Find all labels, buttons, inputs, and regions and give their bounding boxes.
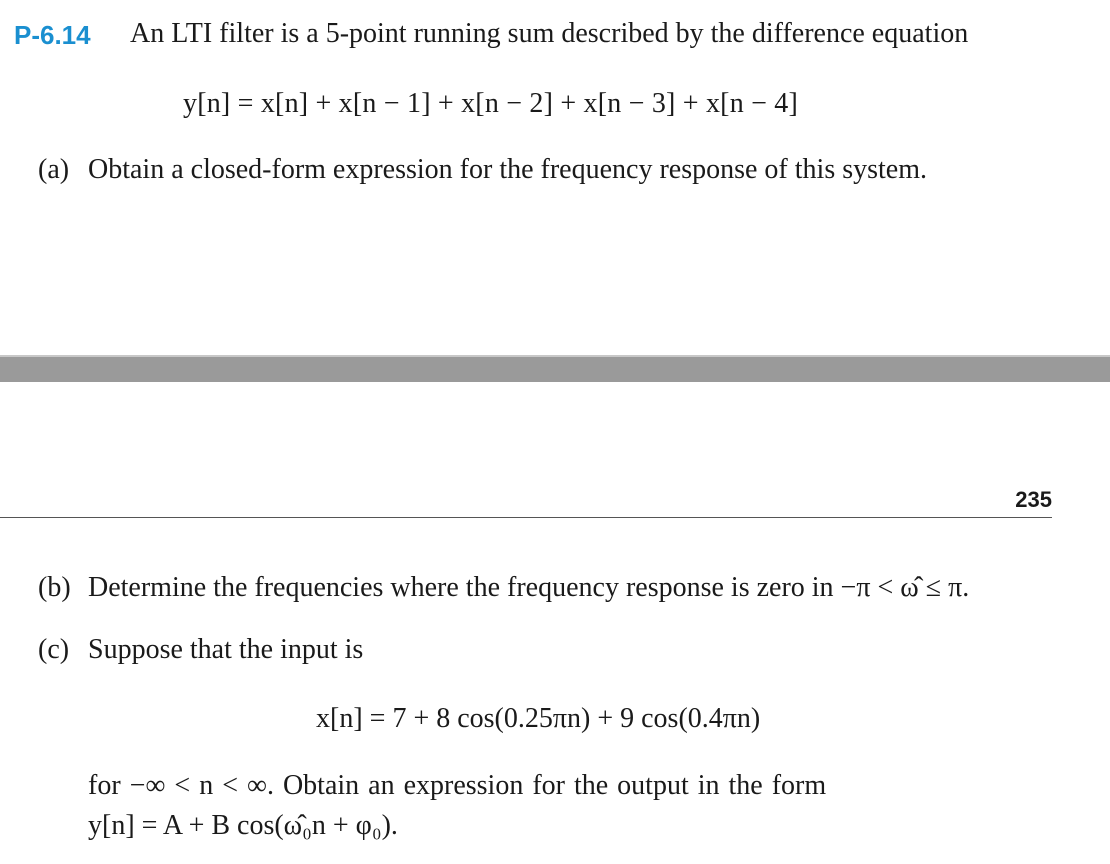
- part-c-label: (c): [38, 634, 70, 665]
- part-a-text: Obtain a closed-form expression for the frequency response of this system.: [88, 154, 927, 185]
- page-break-band: [0, 357, 1110, 382]
- part-a-label: (a): [38, 154, 70, 185]
- output-form-equation: y[n] = A + B cos(ω̂₀n + φ₀).: [88, 810, 398, 841]
- page-number: 235: [1015, 487, 1052, 512]
- header-rule: [0, 517, 1052, 518]
- part-c-for-line: for −∞ < n < ∞. Obtain an expression for the output in the form: [88, 770, 827, 801]
- part-c-text: Suppose that the input is: [88, 634, 364, 665]
- problem-number: P-6.14: [14, 20, 91, 50]
- part-b-label: (b): [38, 572, 71, 603]
- input-equation: x[n] = 7 + 8 cos(0.25πn) + 9 cos(0.4πn): [316, 703, 761, 734]
- difference-equation: y[n] = x[n] + x[n − 1] + x[n − 2] + x[n − 3] + x[n − 4]: [183, 88, 799, 119]
- part-b-text: Determine the frequencies where the frequency response is zero in −π < ω̂ ≤ π.: [88, 572, 970, 603]
- problem-statement: An LTI filter is a 5-point running sum described by the difference equation: [130, 18, 969, 49]
